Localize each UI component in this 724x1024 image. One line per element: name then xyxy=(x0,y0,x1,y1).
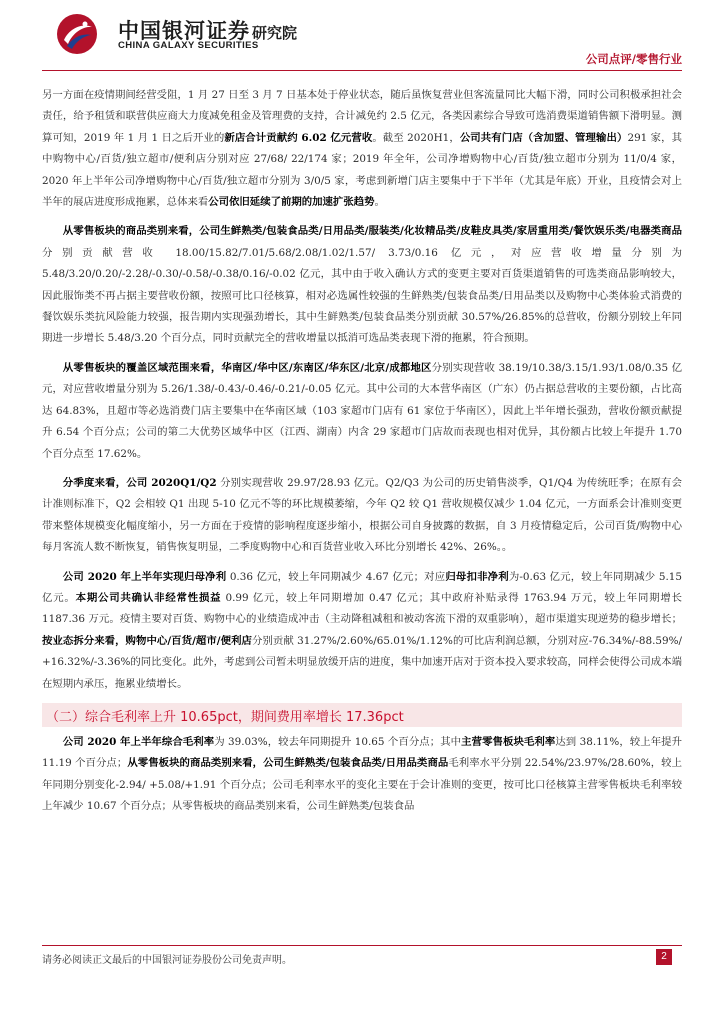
text-run: 达到 38.11%，较上年提升 11.19 个百分点； xyxy=(42,735,683,770)
bold-run: 分季度来看，公司 2020Q1/Q2 xyxy=(62,476,217,489)
text-run: 毛利率水平分别 22.54%/23.97%/28.60%，较上年同期分别变化-2.94/ +5.08/+1.91 个百分点；公司毛利率水平的变化主要在于会计准则的变更，按可比口径核算主营零售板块毛利率较上年减少 10.67 个百分点；从零售板块的商品类别来看，公司生鲜熟类/包装食品 xyxy=(42,757,682,813)
bold-run: 公司共有门店（含加盟、管理输出） xyxy=(459,131,628,144)
institute-label: 研究院 xyxy=(252,24,298,42)
bold-run: 公司 2020 年上半年综合毛利率 xyxy=(62,735,215,748)
page-header xyxy=(0,0,724,76)
logo-english-name: CHINA GALAXY SECURITIES xyxy=(118,40,259,51)
bold-run: 本期公司共确认非经常性损益 xyxy=(75,591,222,604)
text-run: 291 家，其中购物中心/百货/独立超市/便利店分别对应 27/68/ 22/174 家；2019 年全年，公司净增购物中心/百货/独立超市分别为 11/0/4 家，2020 年上半年公司净增购物中心/百货/独立超市分别为 3/0/5 家，考虑到新增门店主要集中于下半年（尤其是年底）开业，且疫情会对上半年的展店进度形成拖累，总体来看 xyxy=(42,131,683,209)
text-run: 0.99 亿元，较上年同期增加 0.47 亿元；其中政府补贴录得 1763.94 万元，较上年同期增长 1187.36 万元。疫情主要对百货、购物中心的业绩造成冲击（主动降租减租和被动客流下滑的双重影响），超市渠道实现逆势的稳步增长； xyxy=(42,591,683,626)
text-run: 。 xyxy=(374,196,385,209)
footer-disclaimer: 请务必阅读正文最后的中国银河证券股份公司免责声明。 xyxy=(42,955,292,966)
section-title: （二）综合毛利率上升 10.65pct，期间费用率增长 17.36pct xyxy=(46,709,404,725)
paragraph-regions xyxy=(42,358,682,465)
bold-run: 公司 2020 年上半年实现归母净利 xyxy=(62,570,227,583)
paragraph-product-categories xyxy=(42,221,682,349)
bold-run: 公司依旧延续了前期的加速扩张趋势 xyxy=(208,196,375,209)
bold-run: 主营零售板块毛利率 xyxy=(461,735,556,748)
section-heading-bar xyxy=(42,703,682,727)
bold-run: 从零售板块的商品类别来看，公司生鲜熟类/包装食品类/日用品类商品 xyxy=(127,757,449,770)
text-run: 分别实现营收 38.19/10.38/3.15/1.93/1.08/0.35 亿元，对应营收增量分别为 5.26/1.38/-0.43/-0.46/-0.21/-0.05 亿元。其中公司的大本营华南区（广东）仍占据总营收的主要份额，占比高达 64.83%，且超市等必选消费门店主要集中在华南区域（103 家超市门店有 61 家位于华南区），因此上半年增长强劲，营收份额贡献提升 6.54 个百分点；公司的第二大优势区域华中区（江西、湖南）内含 29 家超市门店故而表现也相对优异，其份额占比较上年提升 1.70 个百分点至 17.62%。 xyxy=(42,361,682,460)
text-run: 。截至 2020H1， xyxy=(372,131,460,144)
bold-run: 从零售板块的覆盖区域范围来看，华南区/华中区/东南区/华东区/北京/成都地区 xyxy=(62,361,432,374)
paragraph-gross-margin xyxy=(42,732,682,818)
paragraph-net-profit xyxy=(42,567,682,695)
text-run: 分别贡献营收 18.00/15.82/7.01/5.68/2.08/1.02/1.57/ 3.73/0.16 亿元，对应营收增量分别为 5.48/3.20/0.20/-2.28/-0.30/-0.58/-0.38/0.16/-0.02 亿元，其中由于收入确认方式的变更主要对百货渠道销售的可选类商品影响较大，因此服饰类不再占据主要营收份额，按照可比口径核算，相对必选属性较强的生鲜熟类/包装食品类/日用品类以及购物中心类体验式消费的餐饮娱乐类抗风险能力较强，报告期内实现强劲增长，其中生鲜熟类/包装食品类分别贡献 30.57%/26.85%的总营收，份额分别较上年同期进一步增长 5.48/3.20 个百分点，同时贡献完全的营收增量以抵消可选品类表现下滑的拖累，符合预期。 xyxy=(42,246,682,345)
paragraph-quarterly xyxy=(42,473,682,559)
report-body xyxy=(42,85,682,826)
page-number-badge: 2 xyxy=(656,949,672,965)
paragraph-store-expansion xyxy=(42,85,682,213)
galaxy-logo-icon xyxy=(56,13,98,55)
text-run: 0.36 亿元，较上年同期减少 4.67 亿元；对应 xyxy=(226,570,446,583)
text-run: 为 39.03%，较去年同期提升 10.65 个百分点；其中 xyxy=(214,735,462,748)
text-run: 另一方面在疫情期间经营受阻，1 月 27 日至 3 月 7 日基本处于停业状态，随后虽恢复营业但客流量同比大幅下滑，同时公司积极承担社会责任，给予租赁和联营供应商大力度减免租金及管理费的支持，合计减免约 2.5 亿元，各类因素综合导致可选消费渠道销售额下滑明显。测算可知，2019 年 1 月 1 日之后开业的 xyxy=(42,89,682,144)
bold-run: 新店合计贡献约 6.02 亿元营收 xyxy=(224,131,373,144)
text-run: 为-0.63 亿元，较上年同期减少 5.15 亿元。 xyxy=(42,570,683,604)
bold-run: 按业态拆分来看，购物中心/百货/超市/便利店 xyxy=(42,634,252,647)
logo-chinese-name: 中国银河证券 xyxy=(118,19,250,43)
footer-divider xyxy=(42,945,682,946)
header-divider xyxy=(42,70,682,71)
report-type-label: 公司点评/零售行业 xyxy=(585,52,682,66)
text-run: 分别实现营收 29.97/28.93 亿元。Q2/Q3 为公司的历史销售淡季，Q1/Q4 为传统旺季；在原有会计准则标准下，Q2 会相较 Q1 出现 5-10 亿元不等的环比规模萎缩，今年 Q2 较 Q1 营收规模仅减少 1.04 亿元，一方面系会计准则变更带来整体规模变化幅度缩小，另一方面在于疫情的影响程度逐步缩小，根据公司自身披露的数据，自 3 月疫情稳定后，公司百货/购物中心每月客流人数不断恢复，销售恢复明显，二季度购物中心和百货营业收入环比分别增长 42%、26%。。 xyxy=(42,476,682,554)
text-run: 分别贡献 31.27%/2.60%/65.01%/1.12%的可比店利润总额，分别对应-76.34%/-88.59%/ +16.32%/-3.36%的同比变化。此外，考虑到公司暂未明显放缓开店的进度，集中加速开店对于资本投入要求较高，同样会使得公司成本端在短期内承压，拖累业绩增长。 xyxy=(42,634,682,690)
bold-run: 归母扣非净利 xyxy=(445,570,509,583)
bold-run: 从零售板块的商品类别来看，公司生鲜熟类/包装食品类/日用品类/服装类/化妆精品类/皮鞋皮具类/家居重用类/餐饮娱乐类/电器类商品 xyxy=(62,225,682,238)
